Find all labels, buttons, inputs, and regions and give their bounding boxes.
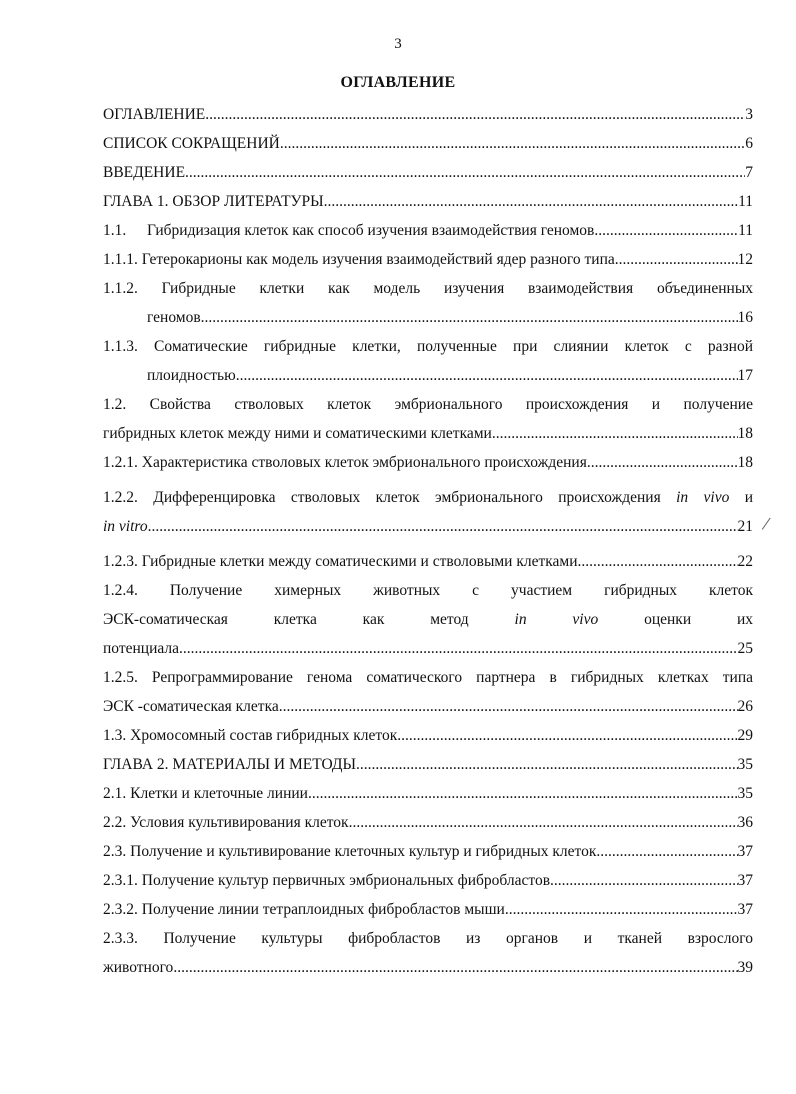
toc-entry-title: ОГЛАВЛЕНИЕ xyxy=(103,106,206,123)
toc-entry-page: 36 xyxy=(737,814,753,831)
toc-entry[interactable] xyxy=(103,483,753,541)
toc-entry-title-cont: ЭСК -соматическая клетка xyxy=(103,698,279,715)
toc-entry-page: 21 xyxy=(737,518,753,535)
toc-entry-page: 16 xyxy=(737,309,753,326)
dot-leader xyxy=(279,692,738,721)
dot-leader xyxy=(349,808,738,837)
toc-entry-page: 37 xyxy=(737,872,753,889)
toc-entry-title: ГЛАВА 1. ОБЗОР ЛИТЕРАТУРЫ xyxy=(103,193,324,210)
toc-entry[interactable] xyxy=(103,216,753,245)
dot-leader xyxy=(492,419,738,448)
toc-entry-page: 12 xyxy=(737,251,753,268)
toc-entry-page: 39 xyxy=(737,959,753,976)
table-of-contents xyxy=(103,100,753,982)
toc-entry[interactable] xyxy=(103,924,753,982)
dot-leader xyxy=(594,216,738,245)
dot-leader xyxy=(205,100,745,129)
dot-leader xyxy=(587,448,738,477)
toc-entry-page: 26 xyxy=(737,698,753,715)
toc-entry-title: 1.2.4. Получение химерных животных с участием гибридных клеток xyxy=(103,582,753,599)
toc-entry[interactable] xyxy=(103,808,753,837)
toc-entry-number: 1.1. xyxy=(103,222,127,239)
toc-entry[interactable] xyxy=(103,332,753,390)
dot-leader xyxy=(578,547,738,576)
toc-entry-page: 18 xyxy=(737,454,753,471)
toc-entry-title: 1.2.1. Характеристика стволовых клеток эмбрионального происхождения xyxy=(103,454,587,471)
toc-entry[interactable] xyxy=(103,721,753,750)
toc-entry-page: 7 xyxy=(745,164,753,181)
toc-entry-title-cont: оценки их xyxy=(644,611,754,628)
toc-entry-title: 2.3.1. Получение культур первичных эмбриональных фибробластов xyxy=(103,872,551,889)
toc-entry[interactable] xyxy=(103,576,753,663)
dot-leader xyxy=(148,512,738,541)
toc-entry-title: 1.3. Хромосомный состав гибридных клеток xyxy=(103,727,398,744)
toc-entry[interactable] xyxy=(103,779,753,808)
toc-entry-page: 3 xyxy=(745,106,753,123)
dot-leader xyxy=(356,750,738,779)
page-title: ОГЛАВЛЕНИЕ xyxy=(340,74,456,91)
toc-entry[interactable] xyxy=(103,448,753,477)
toc-entry-page: 11 xyxy=(738,222,753,239)
toc-entry-title-cont: ЭСК-соматическая клетка как метод xyxy=(103,611,469,628)
toc-entry[interactable] xyxy=(103,750,753,779)
toc-entry-title-cont: геномов xyxy=(147,309,201,326)
toc-entry-page: 35 xyxy=(737,785,753,802)
toc-entry-title: 1.1.3. Соматические гибридные клетки, полученные при слиянии клеток с разной xyxy=(103,338,753,355)
toc-entry[interactable] xyxy=(103,274,753,332)
toc-entry-title: 1.2. Свойства стволовых клеток эмбрионального происхождения и получение xyxy=(103,396,753,413)
page-number: 3 xyxy=(394,36,402,52)
dot-leader xyxy=(236,361,738,390)
toc-entry-title: 2.1. Клетки и клеточные линии xyxy=(103,785,308,802)
dot-leader xyxy=(615,245,738,274)
dot-leader xyxy=(280,129,745,158)
toc-entry-page: 29 xyxy=(737,727,753,744)
toc-entry-page: 22 xyxy=(737,553,753,570)
toc-entry-page: 35 xyxy=(737,756,753,773)
scan-artifact-mark xyxy=(762,518,777,535)
toc-entry-title: 2.3.2. Получение линии тетраплоидных фибробластов мыши xyxy=(103,901,505,918)
toc-entry-title: 1.2.5. Репрограммирование генома соматического партнера в гибридных клетках типа xyxy=(103,669,753,686)
dot-leader xyxy=(596,837,737,866)
dot-leader xyxy=(185,158,745,187)
toc-entry-title: 1.2.3. Гибридные клетки между соматическими и стволовыми клетками xyxy=(103,553,578,570)
toc-entry-title: СПИСОК СОКРАЩЕНИЙ xyxy=(103,135,280,152)
toc-entry-italic: in vitro xyxy=(103,518,148,535)
toc-entry-page: 11 xyxy=(738,193,753,210)
toc-entry-title-end: и xyxy=(744,489,754,506)
dot-leader xyxy=(308,779,738,808)
toc-entry-title: 2.2. Условия культивирования клеток xyxy=(103,814,349,831)
toc-entry-title: 2.3.3. Получение культуры фибробластов из органов и тканей взрослого xyxy=(103,930,753,947)
dot-leader xyxy=(324,187,738,216)
toc-entry[interactable] xyxy=(103,547,753,576)
toc-entry[interactable] xyxy=(103,100,753,129)
toc-entry-title: 1.1.1. Гетерокарионы как модель изучения взаимодействий ядер разного типа xyxy=(103,251,615,268)
toc-entry-page: 37 xyxy=(737,901,753,918)
toc-entry-title: 2.3. Получение и культивирование клеточных культур и гибридных клеток xyxy=(103,843,597,860)
toc-entry[interactable] xyxy=(103,837,753,866)
toc-entry[interactable] xyxy=(103,663,753,721)
toc-entry[interactable] xyxy=(103,866,753,895)
toc-entry-page: 18 xyxy=(737,425,753,442)
toc-entry-title-cont: плоидностью xyxy=(147,367,236,384)
dot-leader xyxy=(397,721,737,750)
toc-entry-page: 37 xyxy=(737,843,753,860)
toc-entry[interactable] xyxy=(103,895,753,924)
dot-leader xyxy=(201,303,738,332)
dot-leader xyxy=(173,953,737,982)
toc-entry-title: 1.1.2. Гибридные клетки как модель изучения взаимодействия объединенных xyxy=(103,280,753,297)
dot-leader xyxy=(179,634,737,663)
dot-leader xyxy=(550,866,737,895)
toc-entry-title: Гибридизация клеток как способ изучения взаимодействия геномов xyxy=(147,222,595,239)
toc-entry-title-cont: гибридных клеток между ними и соматическими клетками xyxy=(103,425,492,442)
toc-entry-italic: in vivo xyxy=(514,611,599,628)
dot-leader xyxy=(505,895,738,924)
toc-entry[interactable] xyxy=(103,187,753,216)
toc-entry[interactable] xyxy=(103,129,753,158)
toc-entry-title-cont: потенциала xyxy=(103,640,180,657)
toc-entry-page: 6 xyxy=(745,135,753,152)
toc-entry-title: 1.2.2. Дифференцировка стволовых клеток эмбрионального происхождения xyxy=(103,489,661,506)
toc-entry-italic: in vivo xyxy=(676,489,730,506)
toc-entry-page: 17 xyxy=(737,367,753,384)
toc-entry-title: ВВЕДЕНИЕ xyxy=(103,164,186,181)
toc-entry[interactable] xyxy=(103,245,753,274)
toc-entry-title-cont: животного xyxy=(103,959,174,976)
toc-entry[interactable] xyxy=(103,390,753,448)
toc-entry-title: ГЛАВА 2. МАТЕРИАЛЫ И МЕТОДЫ xyxy=(103,756,356,773)
toc-entry[interactable] xyxy=(103,158,753,187)
toc-entry-page: 25 xyxy=(737,640,753,657)
